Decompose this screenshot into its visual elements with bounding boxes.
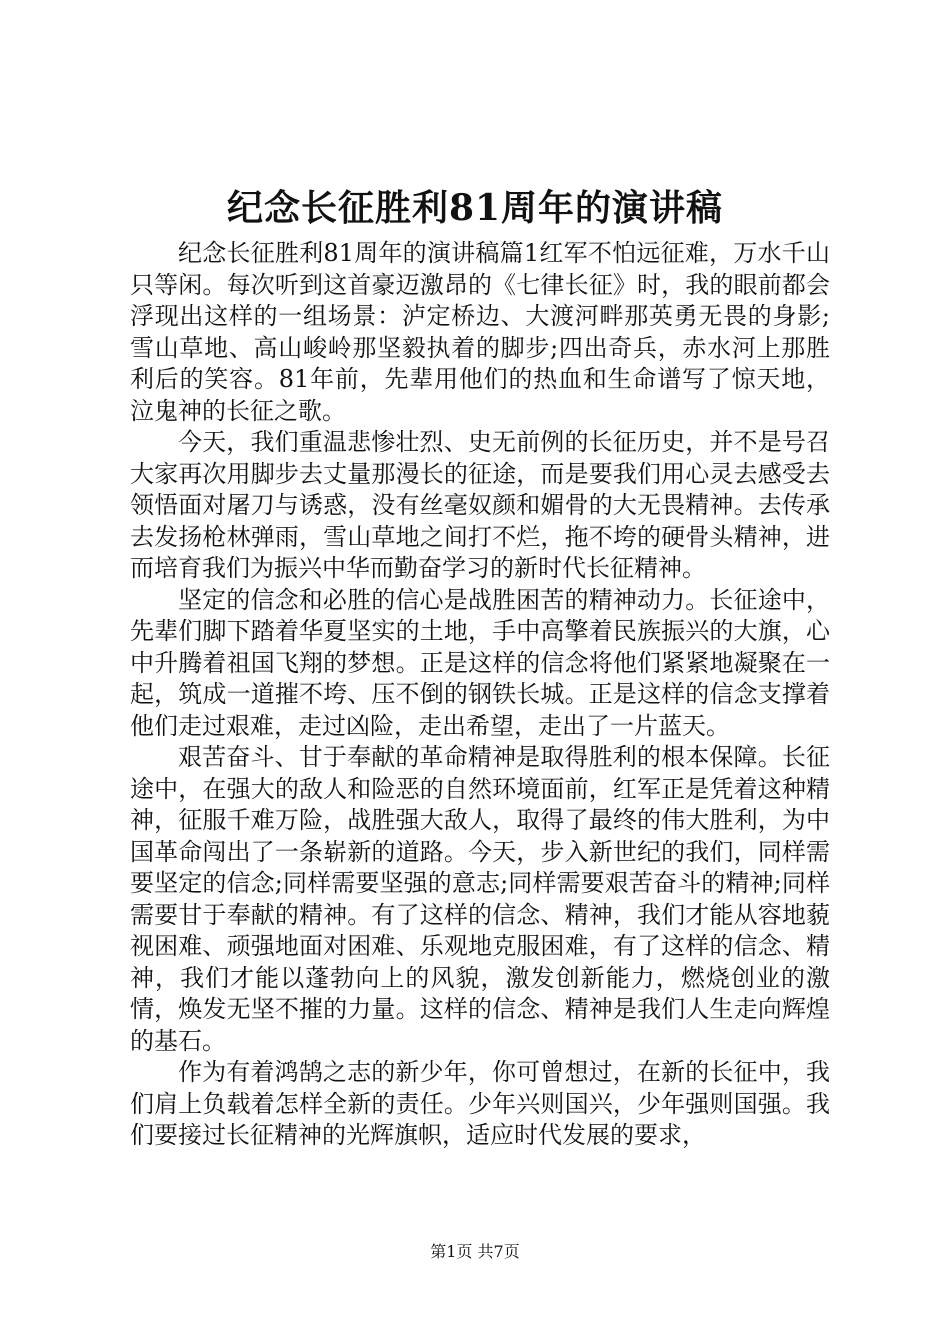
paragraph-5: 作为有着鸿鹄之志的新少年，你可曾想过，在新的长征中，我们肩上负载着怎样全新的责任。少年兴则国兴，少年强则国强。我们要接过长征精神的光辉旗帜，适应时代发展的要求， [130, 1058, 830, 1149]
document-title: 纪念长征胜利81周年的演讲稿 [226, 187, 724, 229]
paragraph-1: 纪念长征胜利81周年的演讲稿篇1红军不怕远征难，万水千山只等闲。每次听到这首豪迈激昂的《七律长征》时，我的眼前都会浮现出这样的一组场景：泸定桥边、大渡河畔那英勇无畏的身影;雪山草地、高山峻岭那坚毅执着的脚步;四出奇兵，赤水河上那胜利后的笑容。81年前，先辈用他们的热血和生命谱写了惊天地，泣鬼神的长征之歌。 [130, 239, 830, 425]
paragraph-4: 艰苦奋斗、甘于奉献的革命精神是取得胜利的根本保障。长征途中，在强大的敌人和险恶的自然环境面前，红军正是凭着这种精神，征服千难万险，战胜强大敌人，取得了最终的伟大胜利，为中国革命闯出了一条崭新的道路。今天，步入新世纪的我们，同样需要坚定的信念;同样需要坚强的意志;同样需要艰苦奋斗的精神;同样需要甘于奉献的精神。有了这样的信念、精神，我们才能从容地藐视困难、顽强地面对困难、乐观地克服困难，有了这样的信念、精神，我们才能以蓬勃向上的风貌，激发创新能力，燃烧创业的激情，焕发无坚不摧的力量。这样的信念、精神是我们人生走向辉煌的基石。 [130, 743, 830, 1055]
paragraph-3: 坚定的信念和必胜的信心是战胜困苦的精神动力。长征途中，先辈们脚下踏着华夏坚实的土地，手中高擎着民族振兴的大旗，心中升腾着祖国飞翔的梦想。正是这样的信念将他们紧紧地凝聚在一起，筑成一道摧不垮、压不倒的钢铁长城。正是这样的信念支撑着他们走过艰难，走过凶险，走出希望，走出了一片蓝天。 [130, 585, 830, 740]
paragraph-2: 今天，我们重温悲惨壮烈、史无前例的长征历史，并不是号召大家再次用脚步去丈量那漫长的征途，而是要我们用心灵去感受去领悟面对屠刀与诱惑，没有丝毫奴颜和媚骨的大无畏精神。去传承去发扬枪林弹雨，雪山草地之间打不烂，拖不垮的硬骨头精神，进而培育我们为振兴中华而勤奋学习的新时代长征精神。 [130, 428, 830, 582]
document-body [130, 238, 830, 1152]
page-number-footer: 第1页 共7页 [430, 1242, 520, 1261]
